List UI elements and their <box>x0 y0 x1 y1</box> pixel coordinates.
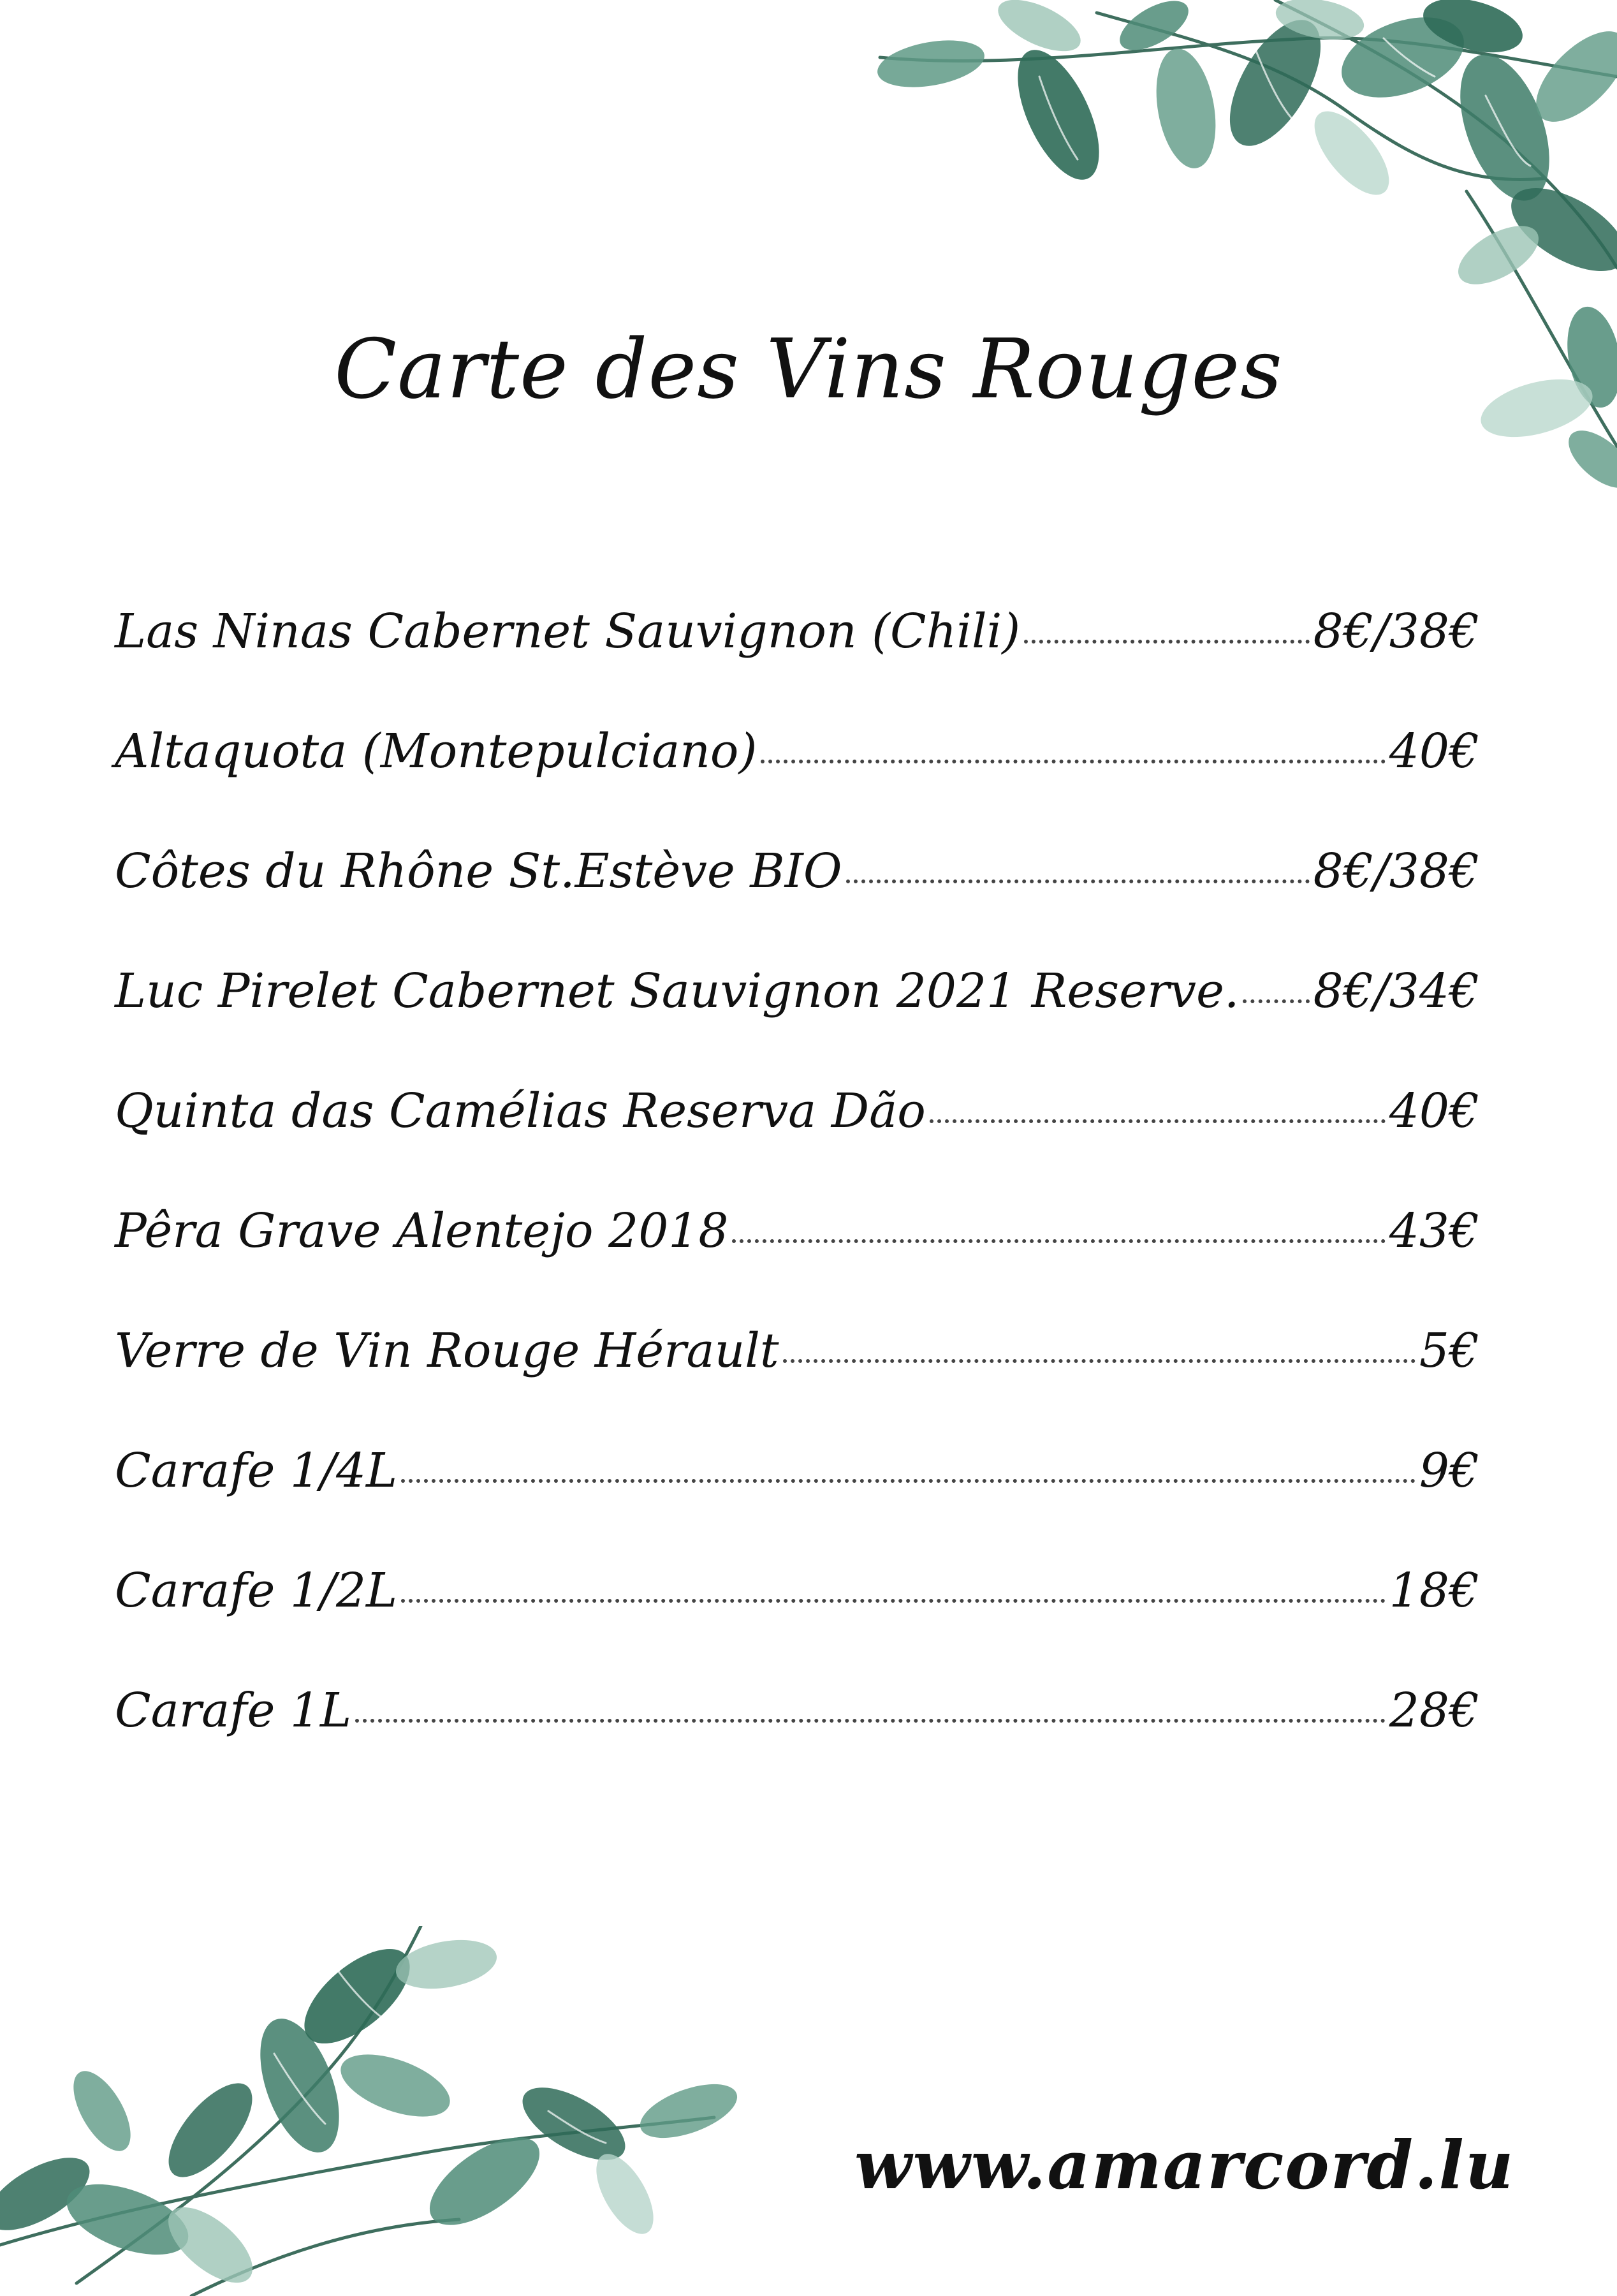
dot-leader <box>930 1117 1386 1123</box>
wine-price: 40€ <box>1389 724 1479 779</box>
wine-name: Pêra Grave Alentejo 2018 <box>115 1203 729 1258</box>
list-item <box>115 1552 1479 1672</box>
wine-price: 28€ <box>1389 1683 1479 1738</box>
eucalyptus-leaves-bottom-left-illustration <box>0 1926 752 2296</box>
wine-price: 8€/38€ <box>1313 604 1479 659</box>
dot-leader <box>761 757 1385 763</box>
website-url: www.amarcord.lu <box>854 2126 1515 2204</box>
wine-price: 8€/38€ <box>1313 844 1479 899</box>
dot-leader <box>1243 997 1309 1003</box>
wine-list <box>115 593 1479 1792</box>
wine-name: Côtes du Rhône St.Estève BIO <box>115 844 842 899</box>
list-item <box>115 1672 1479 1792</box>
wine-name: Verre de Vin Rouge Hérault <box>115 1323 779 1378</box>
wine-price: 8€/34€ <box>1313 964 1479 1019</box>
list-item <box>115 833 1479 953</box>
dot-leader <box>846 877 1310 883</box>
dot-leader <box>401 1476 1416 1483</box>
eucalyptus-leaves-top-right-illustration <box>829 0 1617 510</box>
wine-price: 43€ <box>1389 1203 1479 1258</box>
dot-leader <box>783 1357 1416 1363</box>
wine-price: 9€ <box>1419 1443 1479 1498</box>
list-item <box>115 953 1479 1073</box>
wine-price: 40€ <box>1389 1084 1479 1138</box>
list-item <box>115 593 1479 713</box>
wine-name: Carafe 1/4L <box>115 1443 398 1498</box>
dot-leader <box>355 1716 1386 1723</box>
wine-price: 18€ <box>1389 1563 1479 1618</box>
wine-name: Luc Pirelet Cabernet Sauvignon 2021 Reserve. <box>115 964 1240 1019</box>
wine-name: Carafe 1L <box>115 1683 352 1738</box>
list-item <box>115 713 1479 833</box>
list-item <box>115 1313 1479 1432</box>
wine-name: Carafe 1/2L <box>115 1563 398 1618</box>
wine-name: Las Ninas Cabernet Sauvignon (Chili) <box>115 604 1021 659</box>
dot-leader <box>401 1596 1386 1603</box>
wine-name: Altaquota (Montepulciano) <box>115 724 757 779</box>
wine-name: Quinta das Camélias Reserva Dão <box>115 1084 926 1138</box>
dot-leader <box>732 1237 1385 1243</box>
dot-leader <box>1024 637 1309 644</box>
page-title: Carte des Vins Rouges <box>334 322 1283 417</box>
list-item <box>115 1193 1479 1313</box>
list-item <box>115 1432 1479 1552</box>
wine-price: 5€ <box>1419 1323 1479 1378</box>
list-item <box>115 1073 1479 1193</box>
